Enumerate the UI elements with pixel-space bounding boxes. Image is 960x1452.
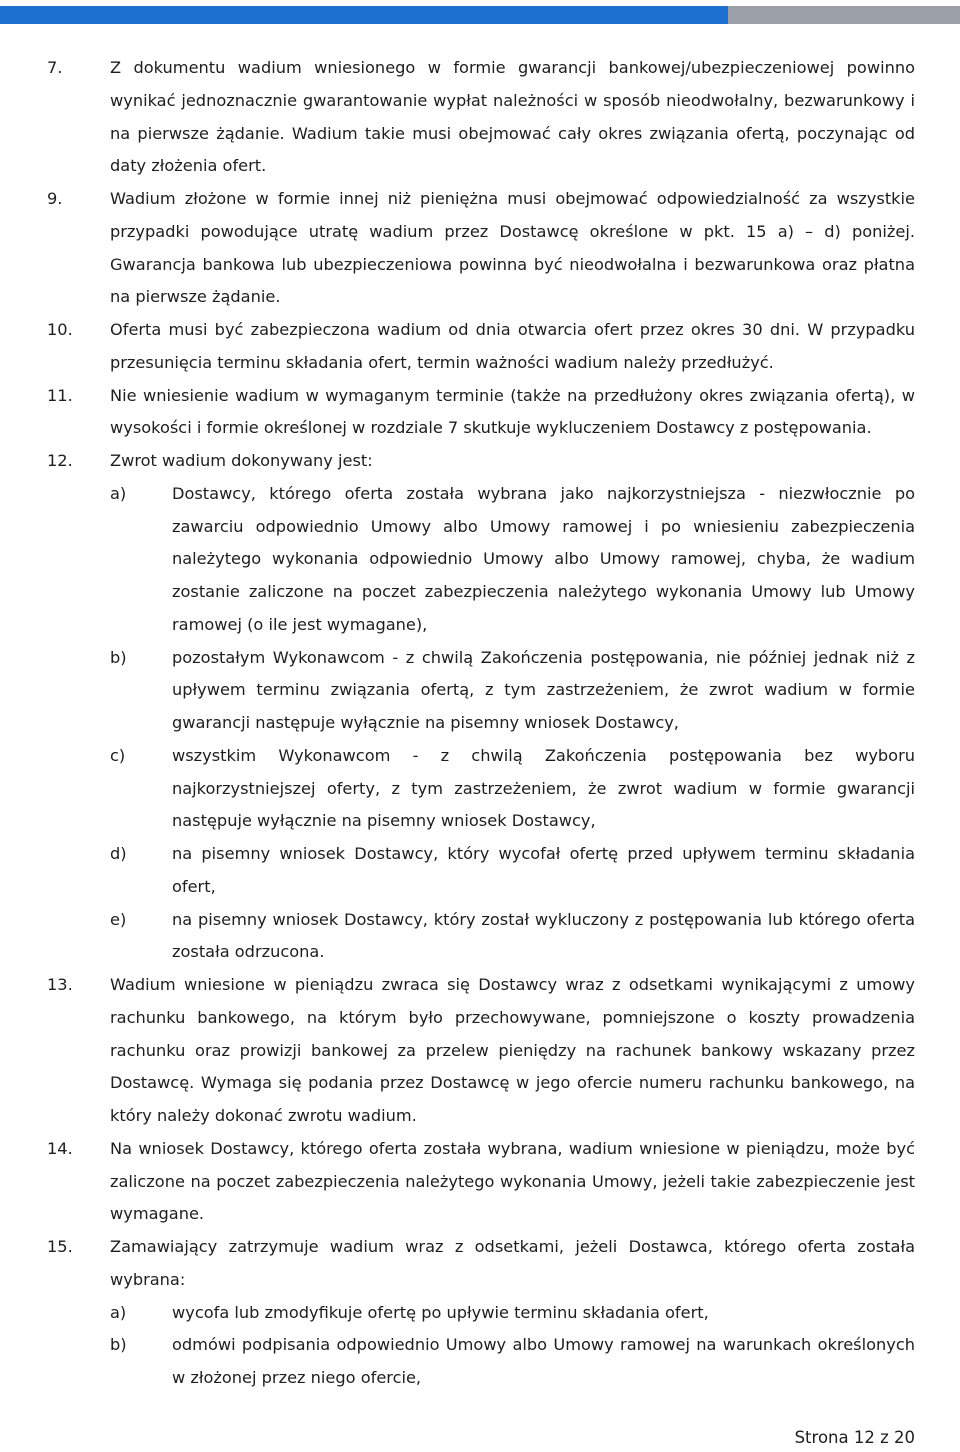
document-body — [0, 52, 960, 1395]
item-text: Nie wniesienie wadium w wymaganym terminie (także na przedłużony okres związania ofertą), w wysokości i formie określonej w rozdziale 7 skutkuje wykluczeniem Dostawcy z postępowania. — [110, 385, 915, 438]
sub-item-a — [110, 1297, 915, 1330]
item-number: 11. — [47, 385, 73, 405]
item-text: Wadium wniesione w pieniądzu zwraca się Dostawcy wraz z odsetkami wynikającymi z umowy rachunku bankowego, na którym było przechowywane, pomniejszone o koszty prowadzenia rachunku oraz prowizji bankowej za przelew pieniędzy na rachunek bankowy wskazany przez Dostawcę. Wymaga się podania przez Dostawcę w jego ofercie numeru rachunku bankowego, na który należy dokonać zwrotu wadium. — [110, 975, 915, 1125]
sub-item-text: wycofa lub zmodyfikuje ofertę po upływie terminu składania ofert, — [172, 1302, 709, 1322]
item-number: 7. — [47, 58, 63, 77]
list-item-9 — [0, 183, 960, 314]
item-text: Zwrot wadium dokonywany jest: — [110, 451, 373, 470]
item-number: 14. — [47, 1138, 73, 1158]
item-number: 12. — [47, 451, 73, 470]
sub-item-text: odmówi podpisania odpowiednio Umowy albo Umowy ramowej na warunkach określonych w złożonej przez niego ofercie, — [172, 1335, 915, 1387]
header-bar — [0, 6, 960, 24]
item-number: 10. — [47, 320, 73, 339]
list-item-7 — [0, 52, 960, 183]
list-item-12 — [0, 445, 960, 969]
sub-item-text: na pisemny wniosek Dostawcy, który wycofał ofertę przed upływem terminu składania ofert, — [172, 844, 915, 896]
sub-item-letter: e) — [110, 909, 127, 929]
sub-item-e — [110, 904, 915, 970]
list-item-11 — [0, 380, 960, 446]
sub-item-b — [110, 1329, 915, 1395]
header-bar-gray — [728, 6, 960, 24]
sub-item-text: Dostawcy, którego oferta została wybrana jako najkorzystniejsza - niezwłocznie po zawarciu odpowiednio Umowy albo Umowy ramowej i po wniesieniu zabezpieczenia należytego wykonania odpowiednio Umowy albo Umowy ramowej, chyba, że wadium zostanie zaliczone na poczet zabezpieczenia należytego wykonania Umowy lub Umowy ramowej (o ile jest wymagane), — [172, 483, 915, 634]
item-text: Oferta musi być zabezpieczona wadium od dnia otwarcia ofert przez okres 30 dni. W przypadku przesunięcia terminu składania ofert, termin ważności wadium należy przedłużyć. — [110, 320, 915, 372]
sub-item-b — [110, 642, 915, 740]
sub-item-letter: d) — [110, 844, 127, 863]
item-number: 13. — [47, 975, 73, 994]
sub-item-letter: a) — [110, 1302, 127, 1322]
list-item-14 — [0, 1133, 960, 1231]
sub-item-letter: a) — [110, 483, 127, 503]
list-item-10 — [0, 314, 960, 380]
sub-item-text: na pisemny wniosek Dostawcy, który został wykluczony z postępowania lub którego oferta została odrzucona. — [172, 909, 915, 962]
sub-item-text: wszystkim Wykonawcom - z chwilą Zakończenia postępowania bez wyboru najkorzystniejszej oferty, z tym zastrzeżeniem, że zwrot wadium w formie gwarancji następuje wyłącznie na pisemny wniosek Dostawcy, — [172, 745, 915, 831]
sub-item-a — [110, 478, 915, 642]
sub-item-letter: b) — [110, 647, 127, 667]
list-item-15 — [0, 1231, 960, 1395]
header-bar-blue — [0, 6, 728, 24]
sub-item-d — [110, 838, 915, 904]
sub-item-letter: c) — [110, 745, 126, 765]
sub-item-c — [110, 740, 915, 838]
sub-item-text: pozostałym Wykonawcom - z chwilą Zakończenia postępowania, nie później jednak niż z upływem terminu związania ofertą, z tym zastrzeżeniem, że zwrot wadium w formie gwarancji następuje wyłącznie na pisemny wniosek Dostawcy, — [172, 647, 915, 732]
list-item-13 — [0, 969, 960, 1133]
item-text: Na wniosek Dostawcy, którego oferta została wybrana, wadium wniesione w pieniądzu, może być zaliczone na poczet zabezpieczenia należytego wykonania Umowy, jeżeli takie zabezpieczenie jest wymagane. — [110, 1138, 915, 1224]
item-text: Wadium złożone w formie innej niż pieniężna musi obejmować odpowiedzialność za wszystkie przypadki powodujące utratę wadium przez Dostawcę określone w pkt. 15 a) – d) poniżej. Gwarancja bankowa lub ubezpieczeniowa powinna być nieodwołalna i bezwarunkowa oraz płatna na pierwsze żądanie. — [110, 189, 915, 307]
item-number: 9. — [47, 189, 63, 208]
item-text: Z dokumentu wadium wniesionego w formie gwarancji bankowej/ubezpieczeniowej powinno wynikać jednoznacznie gwarantowanie wypłat należności w sposób nieodwołalny, bezwarunkowy i na pierwsze żądanie. Wadium takie musi obejmować cały okres związania ofertą, poczynając od daty złożenia ofert. — [110, 58, 915, 176]
sub-item-letter: b) — [110, 1335, 127, 1355]
page-number: Strona 12 z 20 — [794, 1428, 915, 1447]
item-text: Zamawiający zatrzymuje wadium wraz z odsetkami, jeżeli Dostawca, którego oferta została wybrana: — [110, 1237, 915, 1289]
item-number: 15. — [47, 1237, 73, 1256]
